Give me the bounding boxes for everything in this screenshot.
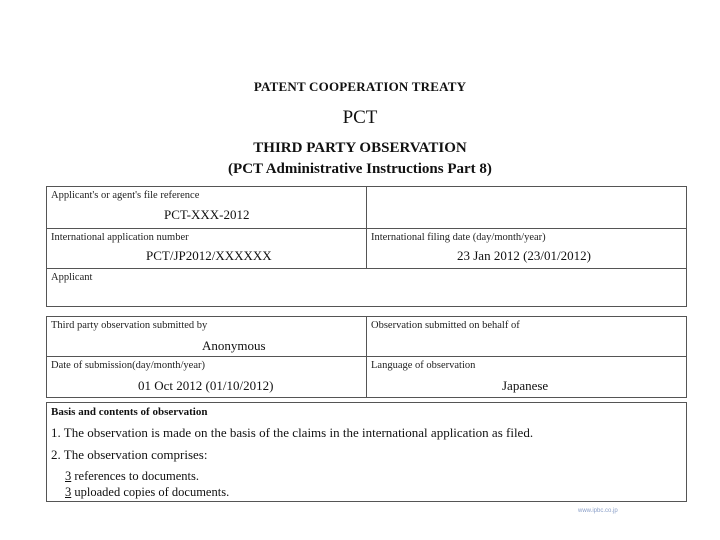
references-text: references to documents. (74, 469, 199, 483)
submitted-by-label: Third party observation submitted by (51, 320, 208, 331)
submission-date-value: 01 Oct 2012 (01/10/2012) (138, 378, 274, 393)
submission-date-label: Date of submission(day/month/year) (51, 360, 205, 371)
basis-title: Basis and contents of observation (51, 406, 208, 418)
submission-info-table (46, 316, 687, 398)
behalf-cell (367, 317, 686, 356)
uploads-count: 3 (65, 485, 72, 499)
empty-cell (367, 187, 686, 228)
uploads-line (65, 485, 229, 500)
submitted-by-cell (47, 317, 367, 356)
table-row (47, 357, 686, 397)
file-reference-value: PCT-XXX-2012 (164, 207, 250, 222)
header-pct: PCT (342, 107, 378, 128)
submitted-by-value: Anonymous (202, 338, 266, 353)
language-value: Japanese (502, 378, 549, 393)
application-number-cell (47, 229, 367, 268)
table-row (47, 187, 686, 229)
header-treaty: PATENT COOPERATION TREATY (253, 79, 467, 94)
basis-line-1: 1. The observation is made on the basis of the claims in the international application as filed. (51, 425, 534, 440)
applicant-cell (47, 269, 686, 306)
header-title: THIRD PARTY OBSERVATION (253, 140, 467, 156)
filing-date-cell (367, 229, 686, 268)
submission-date-cell (47, 357, 367, 397)
applicant-label: Applicant (51, 272, 93, 283)
language-label: Language of observation (371, 360, 476, 371)
language-cell (367, 357, 686, 397)
application-info-table (46, 186, 687, 307)
references-line (65, 469, 199, 484)
behalf-label: Observation submitted on behalf of (371, 320, 520, 331)
filing-date-label: International filing date (day/month/year) (371, 232, 546, 243)
uploads-text: uploaded copies of documents. (74, 485, 230, 499)
basis-line-2: 2. The observation comprises: (51, 447, 208, 462)
table-row (47, 317, 686, 357)
filing-date-value: 23 Jan 2012 (23/01/2012) (457, 248, 591, 263)
header-subtitle: (PCT Administrative Instructions Part 8) (228, 161, 492, 177)
table-row (47, 269, 686, 306)
footer-link[interactable]: www.ipbc.co.jp (578, 508, 618, 514)
application-number-value: PCT/JP2012/XXXXXX (146, 248, 272, 263)
basis-section (46, 402, 687, 502)
table-row (47, 229, 686, 269)
references-count: 3 (65, 469, 72, 483)
file-reference-label: Applicant's or agent's file reference (51, 190, 200, 201)
file-reference-cell (47, 187, 367, 228)
application-number-label: International application number (51, 232, 189, 243)
